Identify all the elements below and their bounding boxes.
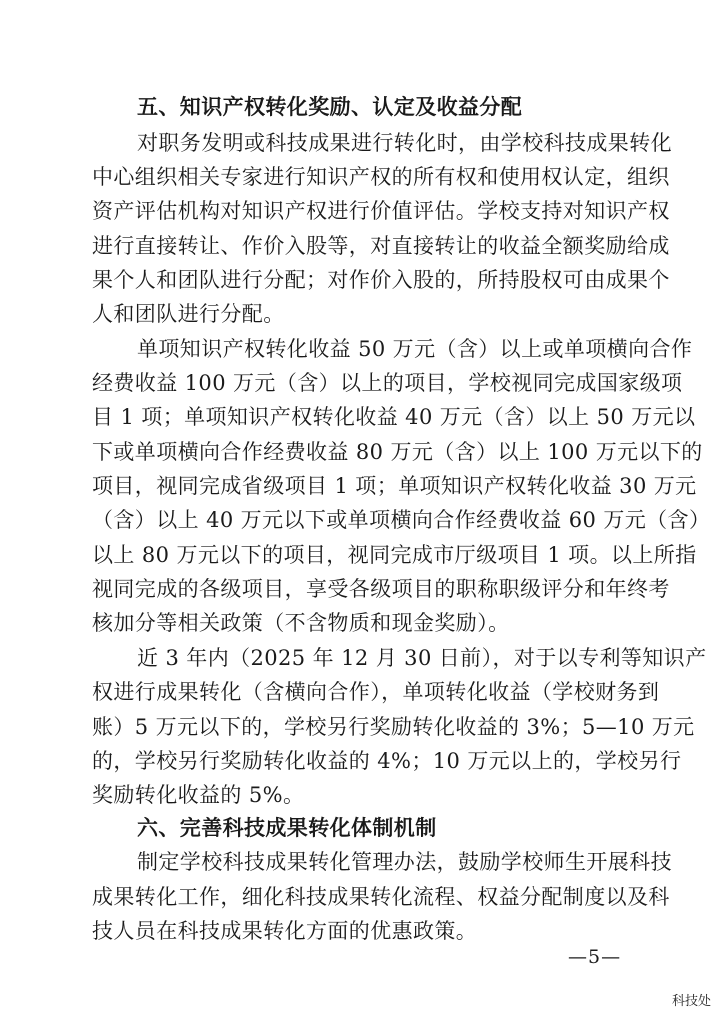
- text-line: 近 3 年内（2025 年 12 月 30 日前），对于以专利等知识产: [137, 646, 707, 670]
- text-line: 的，学校另行奖励转化收益的 4%；10 万元以上的，学校另行: [92, 749, 682, 773]
- text-line: 资产评估机构对知识产权进行价值评估。学校支持对知识产权: [92, 199, 670, 223]
- text-line: 人和团队进行分配。: [92, 302, 285, 326]
- text-line: 经费收益 100 万元（含）以上的项目，学校视同完成国家级项: [92, 371, 683, 395]
- text-line: 进行直接转让、作价入股等，对直接转让的收益全额奖励给成: [92, 234, 670, 258]
- text-line: 奖励转化收益的 5%。: [92, 783, 305, 807]
- section-heading-5: 五、知识产权转化奖励、认定及收益分配: [137, 95, 523, 119]
- department-stamp: 科技处: [672, 994, 712, 1009]
- text-line: 目 1 项；单项知识产权转化收益 40 万元（含）以上 50 万元以: [92, 405, 696, 429]
- text-line: 技人员在科技成果转化方面的优惠政策。: [92, 919, 478, 943]
- text-line: 制定学校科技成果转化管理办法，鼓励学校师生开展科技: [137, 850, 672, 874]
- text-line: 核加分等相关政策（不含物质和现金奖励）。: [92, 611, 510, 635]
- text-line: 中心组织相关专家进行知识产权的所有权和使用权认定，组织: [92, 165, 670, 189]
- text-line: 成果转化工作，细化科技成果转化流程、权益分配制度以及科: [92, 885, 670, 909]
- text-line: （含）以上 40 万元以下或单项横向合作经费收益 60 万元（含）: [92, 508, 711, 532]
- text-line: 果个人和团队进行分配；对作价入股的，所持股权可由成果个: [92, 268, 670, 292]
- text-line: 下或单项横向合作经费收益 80 万元（含）以上 100 万元以下的: [92, 440, 703, 464]
- text-line: 对职务发明或科技成果进行转化时，由学校科技成果转化: [137, 131, 672, 155]
- text-line: 账）5 万元以下的，学校另行奖励转化收益的 3%；5—10 万元: [92, 715, 695, 739]
- section-heading-6: 六、完善科技成果转化体制机制: [137, 816, 437, 840]
- text-line: 项目，视同完成省级项目 1 项；单项知识产权转化收益 30 万元: [92, 474, 697, 498]
- text-line: 权进行成果转化（含横向合作），单项转化收益（学校财务到: [92, 680, 660, 704]
- text-line: 以上 80 万元以下的项目，视同完成市厅级项目 1 项。以上所指: [92, 543, 697, 567]
- text-line: 单项知识产权转化收益 50 万元（含）以上或单项横向合作: [137, 337, 693, 361]
- text-line: 视同完成的各级项目，享受各级项目的职称职级评分和年终考: [92, 577, 670, 601]
- page-number: —5—: [568, 946, 622, 968]
